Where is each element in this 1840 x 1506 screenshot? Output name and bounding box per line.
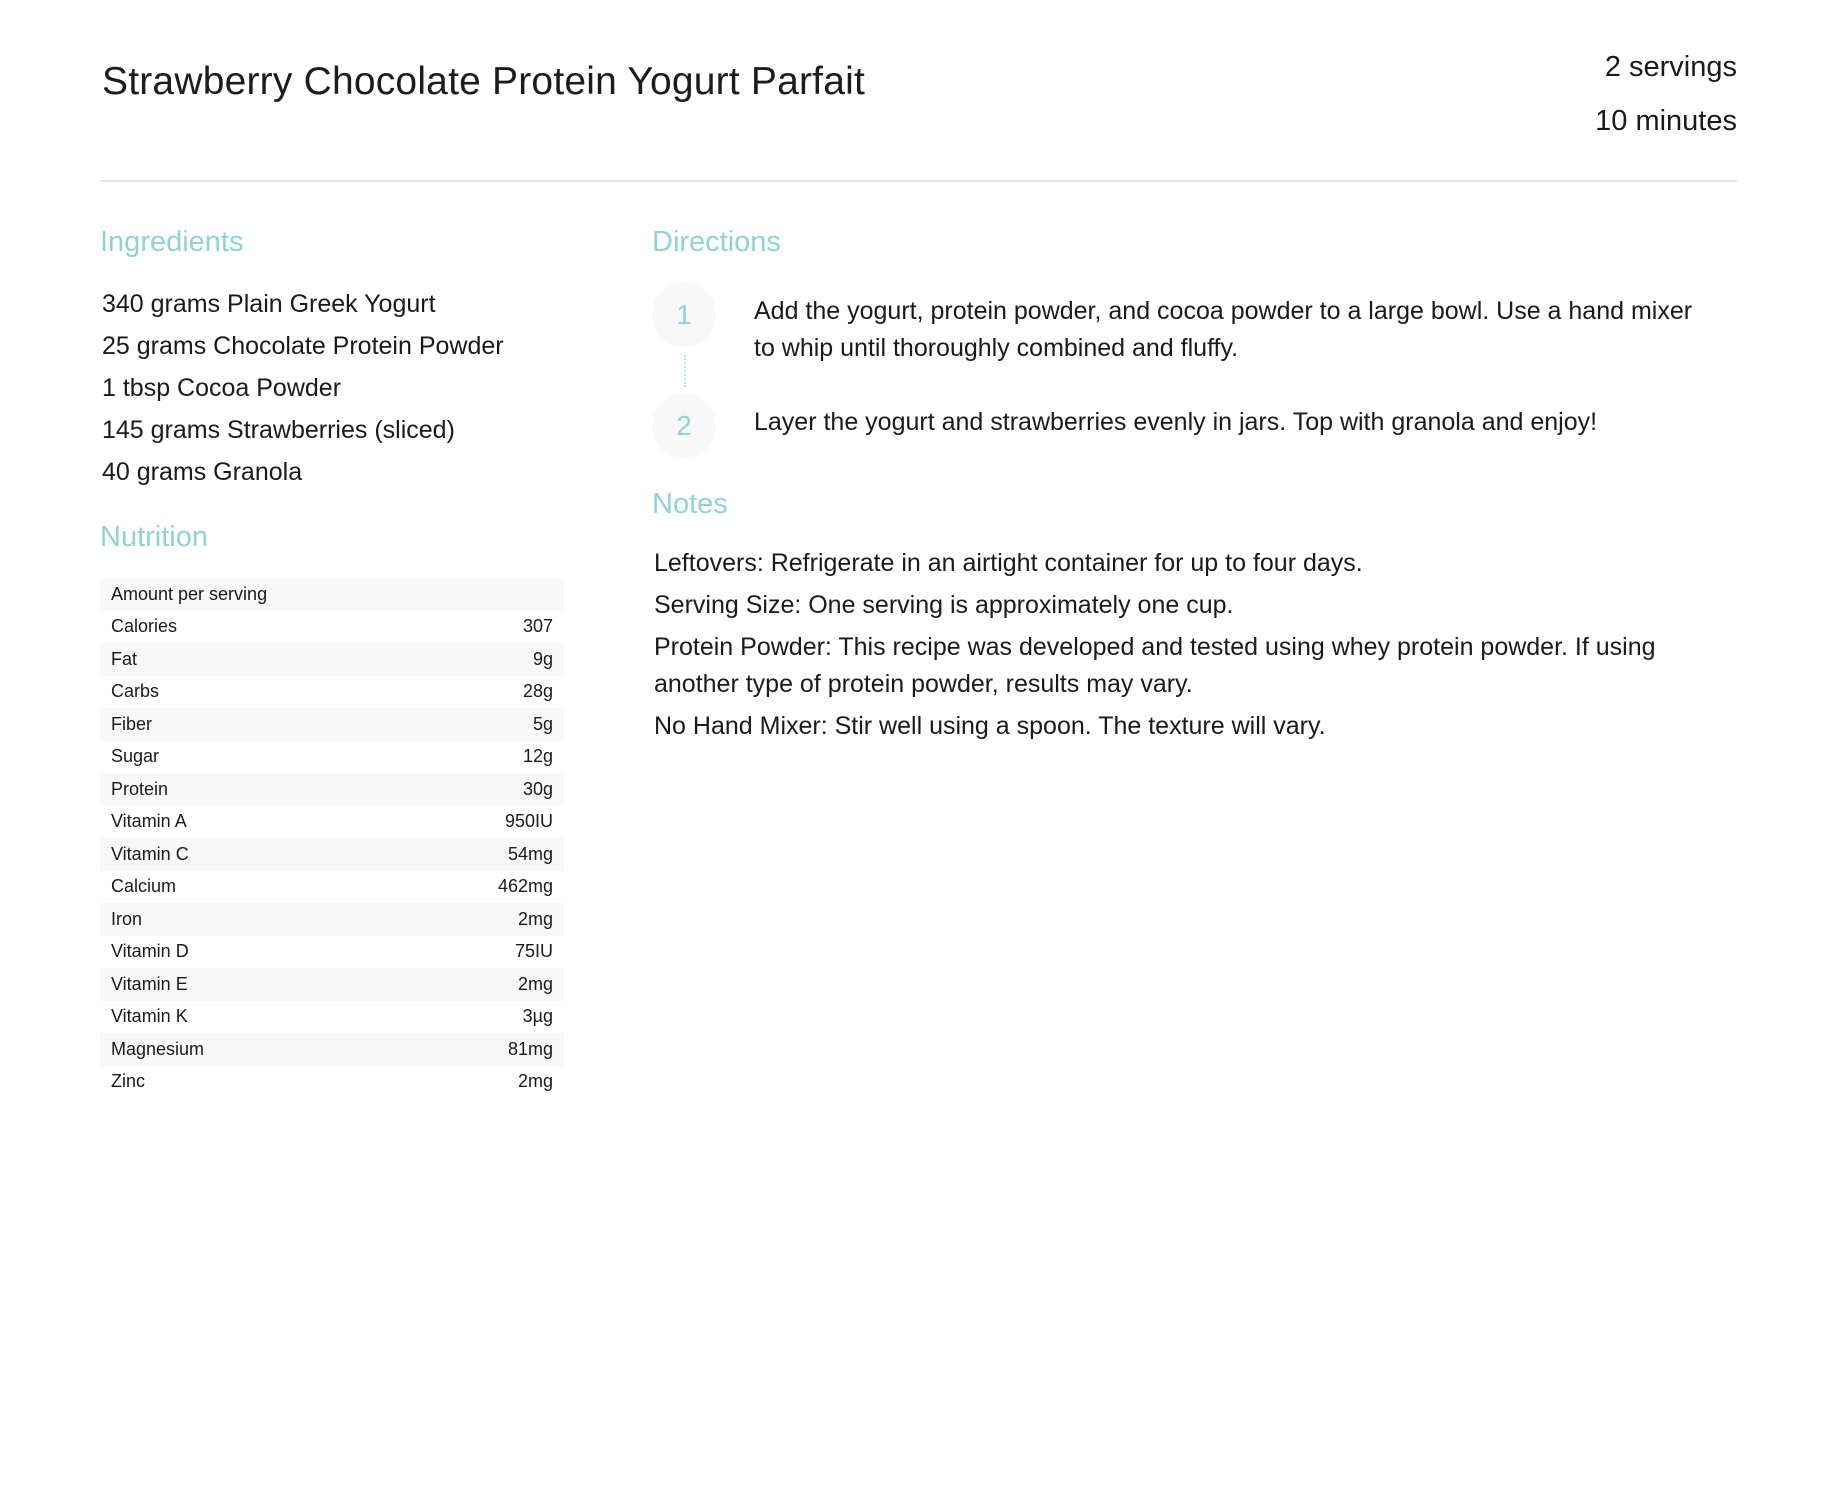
recipe-title: Strawberry Chocolate Protein Yogurt Parfait — [102, 60, 866, 103]
step-number-badge: 2 — [652, 394, 716, 458]
direction-step — [652, 394, 1737, 458]
ingredient-item: 145 grams Strawberries (sliced) — [102, 416, 455, 444]
left-column — [100, 226, 564, 1098]
ingredient-item: 25 grams Chocolate Protein Powder — [102, 332, 504, 360]
nutrient-label: Vitamin D — [100, 936, 378, 969]
directions-steps — [652, 283, 1737, 458]
nutrition-row — [100, 676, 564, 709]
nutrient-label: Calories — [100, 611, 378, 644]
nutrient-label: Zinc — [100, 1066, 378, 1099]
nutrient-value: 3µg — [378, 1001, 564, 1034]
nutrient-value: 75IU — [378, 936, 564, 969]
nutrition-row — [100, 936, 564, 969]
nutrient-label: Vitamin C — [100, 838, 378, 871]
ingredient-item: 1 tbsp Cocoa Powder — [102, 374, 342, 402]
nutrient-label: Vitamin A — [100, 806, 378, 839]
nutrient-label: Protein — [100, 773, 378, 806]
time-text: 10 minutes — [1595, 105, 1737, 137]
nutrition-row — [100, 1033, 564, 1066]
nutrition-row — [100, 903, 564, 936]
nutrient-value: 30g — [378, 773, 564, 806]
direction-step — [652, 283, 1737, 382]
nutrient-label: Fat — [100, 643, 378, 676]
ingredients-list — [100, 283, 564, 493]
right-column — [652, 226, 1737, 750]
nutrient-label: Vitamin K — [100, 1001, 378, 1034]
nutrient-value: 12g — [378, 741, 564, 774]
recipe-meta — [1595, 40, 1737, 148]
nutrition-table — [100, 578, 564, 1098]
recipe-page — [100, 0, 1737, 1506]
nutrient-value: 28g — [378, 676, 564, 709]
nutrient-value: 307 — [378, 611, 564, 644]
ingredients-heading: Ingredients — [100, 226, 244, 258]
nutrient-label: Carbs — [100, 676, 378, 709]
nutrient-label: Fiber — [100, 708, 378, 741]
nutrient-value: 2mg — [378, 1066, 564, 1099]
notes-heading: Notes — [652, 488, 728, 520]
ingredient-item: 40 grams Granola — [102, 458, 303, 486]
nutrition-heading: Nutrition — [100, 521, 208, 553]
nutrition-caption: Amount per serving — [100, 578, 564, 611]
step-number-badge: 1 — [652, 283, 716, 347]
nutrition-row — [100, 806, 564, 839]
nutrient-value: 81mg — [378, 1033, 564, 1066]
ingredient-item: 340 grams Plain Greek Yogurt — [102, 290, 436, 318]
nutrient-value: 462mg — [378, 871, 564, 904]
step-text: Add the yogurt, protein powder, and cocoa powder to a large bowl. Use a hand mixer to whip until thoroughly combined and fluffy. — [754, 297, 1693, 362]
nutrition-row — [100, 741, 564, 774]
nutrient-value: 5g — [378, 708, 564, 741]
step-connector — [684, 355, 686, 387]
nutrient-label: Vitamin E — [100, 968, 378, 1001]
nutrient-value: 9g — [378, 643, 564, 676]
nutrient-value: 2mg — [378, 968, 564, 1001]
nutrition-row — [100, 968, 564, 1001]
nutrition-row — [100, 838, 564, 871]
note-item: Leftovers: Refrigerate in an airtight container for up to four days. — [654, 549, 1363, 577]
nutrition-row — [100, 1001, 564, 1034]
nutrition-row — [100, 773, 564, 806]
nutrient-value: 54mg — [378, 838, 564, 871]
nutrition-row — [100, 611, 564, 644]
recipe-header — [100, 0, 1737, 182]
servings-text: 2 servings — [1604, 51, 1737, 83]
directions-heading: Directions — [652, 226, 781, 258]
nutrition-row — [100, 643, 564, 676]
nutrition-row — [100, 708, 564, 741]
notes-list — [652, 545, 1737, 745]
note-item: Protein Powder: This recipe was developed and tested using whey protein powder. If using another type of protein powder, results may vary. — [654, 633, 1656, 698]
nutrient-label: Magnesium — [100, 1033, 378, 1066]
note-item: Serving Size: One serving is approximately one cup. — [654, 591, 1234, 619]
nutrition-row — [100, 1066, 564, 1099]
nutrient-label: Iron — [100, 903, 378, 936]
nutrient-value: 2mg — [378, 903, 564, 936]
note-item: No Hand Mixer: Stir well using a spoon. The texture will vary. — [654, 712, 1326, 740]
nutrient-label: Sugar — [100, 741, 378, 774]
nutrient-label: Calcium — [100, 871, 378, 904]
step-text: Layer the yogurt and strawberries evenly in jars. Top with granola and enjoy! — [754, 408, 1598, 436]
nutrition-row — [100, 871, 564, 904]
nutrient-value: 950IU — [378, 806, 564, 839]
nutrition-caption-row — [100, 578, 564, 611]
